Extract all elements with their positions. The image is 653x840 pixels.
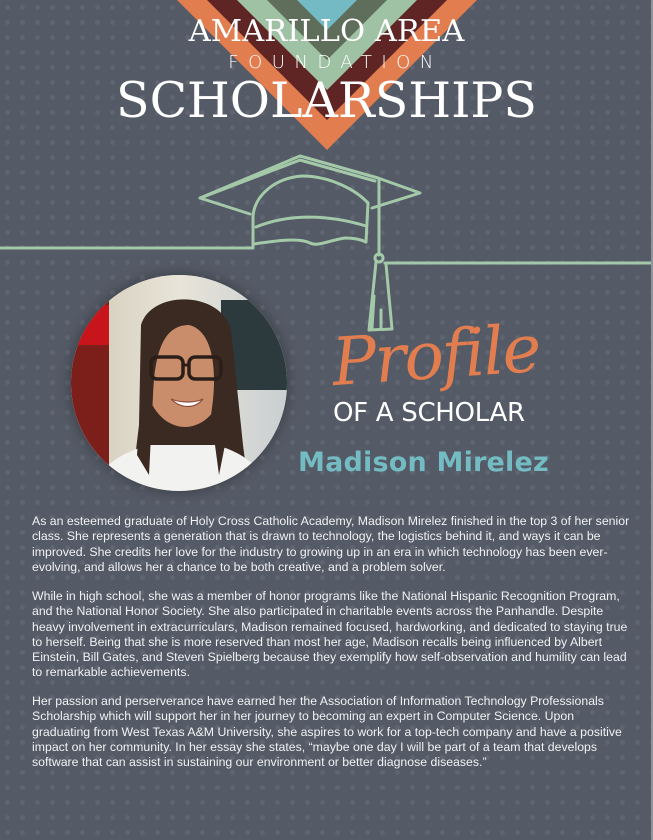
scholar-name: Madison Mirelez xyxy=(298,447,549,478)
header-amarillo-area: AMARILLO AREA xyxy=(188,14,465,49)
profile-subtitle: OF A SCHOLAR xyxy=(333,398,525,428)
scholar-photo xyxy=(71,275,287,491)
bio-paragraph-1: As an esteemed graduate of Holy Cross Catholic Academy, Madison Mirelez finished in the top 3 of her senior class. She represents a generation that is drawn to technology, the logistics behind it, and ways it can be improved. She credits her love for the industry to growing up in an era in which technology has been ever-evolving, and allows her a chance to be both creative, and a problem solver. xyxy=(32,514,630,574)
profile-script-title: Profile xyxy=(329,309,542,402)
portrait-image xyxy=(71,275,287,491)
header-scholarships: SCHOLARSHIPS xyxy=(116,72,537,129)
bio-paragraph-2: While in high school, she was a member of honor programs like the National Hispanic Recognition Program, and the National Honor Society. She also participated in charitable events across the Panhandle. Despite heavy involvement in extracurriculars, Madison remained focused, hardworking, and dedicated to staying true to herself. Being that she is more reserved than most her age, Madison recalls being influenced by Albert Einstein, Bill Gates, and Steven Spielberg because they exemplify how self-observation and humility can lead to remarkable achievements. xyxy=(32,589,628,680)
bio-paragraph-3: Her passion and perserverance have earned her the Association of Information Technology Professionals Scholarship which will support her in her journey to becoming an expert in Computer Science. Upon graduating from West Texas A&M University, she aspires to work for a top-tech company and have a positive impact on her community. In her essay she states, “maybe one day I will be part of a team that develops software that can assist in sustaining our environment or better diagnose diseases.” xyxy=(32,694,622,770)
header-foundation: FOUNDATION xyxy=(228,52,443,73)
